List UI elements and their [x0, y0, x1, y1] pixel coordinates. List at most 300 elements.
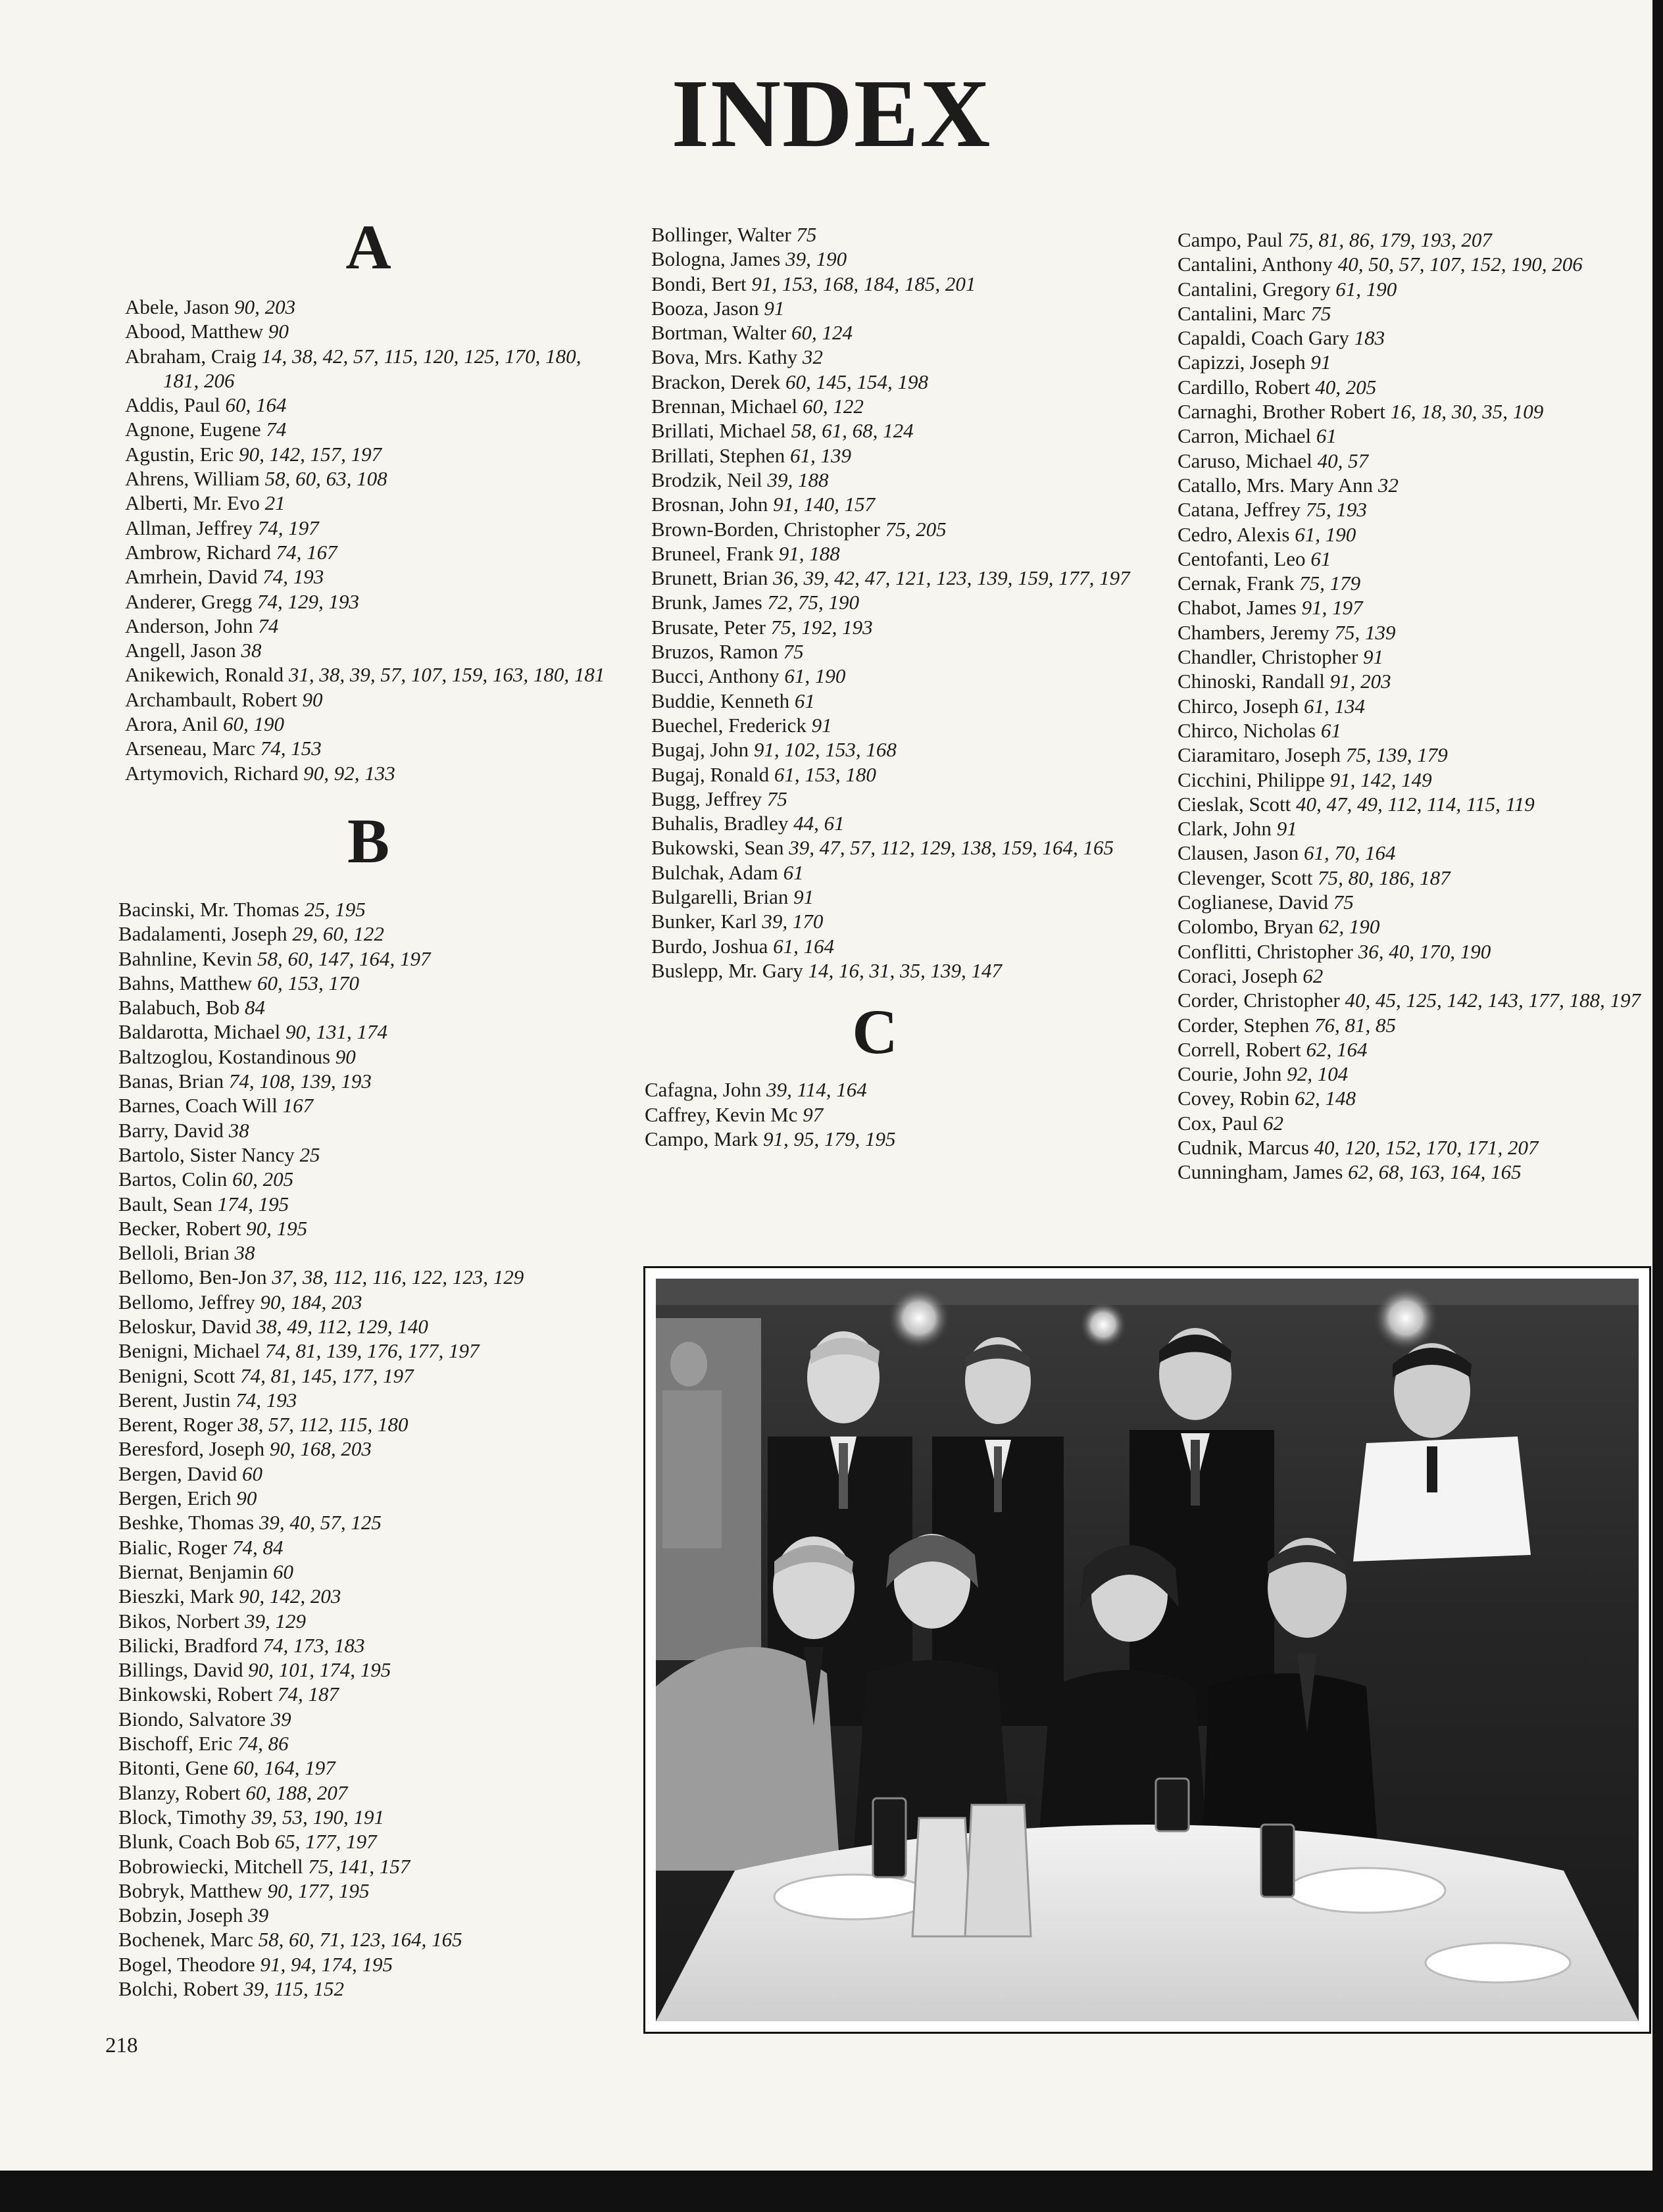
entry-name: Clevenger, Scott — [1178, 866, 1313, 889]
index-entry — [1178, 595, 1650, 620]
entry-name: Corder, Christopher — [1178, 989, 1340, 1012]
index-entry — [1178, 939, 1650, 964]
index-entry — [125, 393, 618, 417]
entry-pages: 39 — [270, 1707, 291, 1731]
index-entry — [125, 638, 618, 662]
entry-name: Bischoff, Eric — [118, 1732, 233, 1756]
entry-name: Bucci, Anthony — [651, 664, 780, 688]
index-entry — [651, 370, 1151, 394]
entry-pages: 74, 197 — [257, 516, 319, 539]
entry-name: Bova, Mrs. Kathy — [651, 345, 798, 369]
entry-name: Brackon, Derek — [651, 370, 781, 393]
entry-name: Campo, Mark — [645, 1127, 758, 1150]
index-entry — [1178, 914, 1650, 939]
entry-name: Binkowski, Robert — [118, 1683, 273, 1706]
entry-pages: 60, 164, 197 — [233, 1756, 335, 1780]
entry-pages: 92, 104 — [1287, 1062, 1349, 1086]
entry-name: Abele, Jason — [125, 295, 230, 318]
index-entry — [118, 1069, 618, 1093]
entry-pages: 75 — [1310, 301, 1331, 325]
index-entry — [1178, 792, 1650, 816]
index-entry — [1178, 424, 1650, 448]
group-photo-frame — [643, 1266, 1651, 2034]
entry-pages: 90, 195 — [246, 1216, 308, 1240]
entry-name: Clark, John — [1178, 817, 1272, 841]
entry-pages: 61 — [1316, 424, 1337, 448]
entry-name: Arseneau, Marc — [125, 737, 255, 760]
entry-pages: 62 — [1303, 964, 1324, 987]
index-entry — [118, 1535, 618, 1560]
index-entry — [1178, 497, 1650, 522]
index-entry — [651, 934, 1151, 958]
index-entry — [1178, 228, 1650, 252]
entry-pages: 74 — [258, 614, 279, 637]
entry-name: Biondo, Salvatore — [118, 1707, 266, 1731]
entry-pages: 74, 153 — [260, 737, 322, 760]
entry-name: Burdo, Joshua — [651, 934, 768, 958]
entry-name: Bahns, Matthew — [118, 971, 253, 995]
entry-pages: 74, 84 — [232, 1535, 284, 1559]
entry-pages: 61, 153, 180 — [774, 762, 876, 786]
entry-name: Barnes, Coach Will — [118, 1094, 278, 1118]
index-entry — [118, 1167, 618, 1191]
index-entry — [118, 1756, 618, 1780]
index-entry — [1178, 988, 1650, 1012]
entry-name: Brunett, Brian — [651, 566, 768, 590]
entry-name: Bacinski, Mr. Thomas — [118, 897, 299, 921]
entry-pages: 16, 18, 30, 35, 109 — [1390, 400, 1544, 424]
index-entry — [651, 762, 1151, 787]
entry-pages: 90, 177, 195 — [267, 1879, 370, 1902]
index-entry — [125, 614, 618, 638]
index-entry — [645, 1102, 1151, 1127]
index-entry — [125, 761, 618, 785]
index-entry — [651, 247, 1151, 271]
entry-pages: 61 — [794, 689, 815, 712]
entry-pages: 25 — [299, 1143, 320, 1166]
index-entry — [118, 1977, 618, 2001]
entry-name: Cantalini, Anthony — [1178, 253, 1333, 276]
entry-name: Campo, Paul — [1178, 228, 1283, 251]
entry-pages: 39, 40, 57, 125 — [259, 1511, 382, 1535]
entry-name: Centofanti, Leo — [1178, 547, 1306, 570]
index-entry — [651, 320, 1151, 345]
index-entry — [1178, 326, 1650, 350]
entry-name: Courie, John — [1178, 1062, 1282, 1086]
index-entry — [118, 1781, 618, 1805]
index-entry — [118, 1658, 618, 1682]
index-entry — [125, 736, 618, 760]
entry-name: Brunk, James — [651, 591, 762, 614]
entry-pages: 38 — [228, 1118, 249, 1142]
entry-name: Brillati, Michael — [651, 419, 786, 443]
entry-name: Cantalini, Marc — [1178, 301, 1306, 325]
entry-pages: 90, 131, 174 — [285, 1020, 387, 1044]
entry-name: Artymovich, Richard — [125, 761, 299, 785]
entry-name: Benigni, Michael — [118, 1339, 261, 1363]
index-entry — [125, 319, 618, 343]
entry-pages: 75, 141, 157 — [308, 1854, 410, 1878]
entry-name: Chandler, Christopher — [1178, 645, 1358, 669]
entry-name: Bologna, James — [651, 247, 781, 271]
entry-name: Bukowski, Sean — [651, 836, 784, 860]
index-entry — [651, 713, 1151, 737]
entry-pages: 39, 170 — [762, 910, 824, 933]
index-entry — [118, 1241, 618, 1265]
entry-pages: 75 — [796, 223, 817, 246]
entry-pages: 84 — [245, 996, 265, 1020]
index-entry — [1178, 866, 1650, 890]
entry-pages: 31, 38, 39, 57, 107, 159, 163, 180, 181 — [288, 663, 605, 687]
entry-pages: 32 — [1378, 473, 1399, 497]
index-entry — [125, 662, 618, 687]
entry-name: Chirco, Nicholas — [1178, 718, 1316, 742]
page-edge-right — [1652, 0, 1663, 2212]
index-entry — [1178, 1111, 1650, 1135]
entry-pages: 91, 203 — [1329, 670, 1391, 693]
index-entry — [651, 835, 1151, 860]
entry-name: Blanzy, Robert — [118, 1781, 241, 1804]
index-list-b — [118, 897, 618, 2001]
entry-name: Bollinger, Walter — [651, 223, 791, 246]
entry-name: Carron, Michael — [1178, 424, 1312, 448]
index-entry — [1178, 277, 1650, 301]
entry-pages: 91, 94, 174, 195 — [260, 1952, 393, 1976]
entry-pages: 62 — [1263, 1111, 1284, 1135]
entry-name: Baldarotta, Michael — [118, 1020, 281, 1044]
entry-name: Catallo, Mrs. Mary Ann — [1178, 473, 1374, 497]
entry-name: Anderson, John — [125, 614, 253, 637]
index-entry — [1178, 473, 1650, 497]
entry-pages: 74, 187 — [277, 1683, 339, 1706]
entry-name: Bialic, Roger — [118, 1535, 228, 1559]
entry-pages: 38 — [241, 639, 262, 662]
entry-pages: 14, 38, 42, 57, 115, 120, 125, 170, 180, 181, 206 — [163, 344, 582, 392]
index-entry — [651, 885, 1151, 909]
index-list-b-continued — [651, 222, 1151, 983]
index-entry — [118, 1388, 618, 1412]
index-entry — [118, 1682, 618, 1706]
entry-pages: 74, 86 — [237, 1732, 289, 1756]
entry-pages: 36, 40, 170, 190 — [1358, 939, 1491, 963]
index-entry — [118, 1437, 618, 1461]
entry-name: Cieslak, Scott — [1178, 792, 1291, 816]
index-entry — [118, 995, 618, 1020]
entry-name: Anderer, Gregg — [125, 589, 253, 613]
index-entry — [118, 1560, 618, 1584]
index-entry — [1178, 522, 1650, 547]
entry-pages: 61, 190 — [1295, 522, 1356, 546]
entry-name: Bartolo, Sister Nancy — [118, 1143, 295, 1166]
entry-pages: 75, 139 — [1334, 620, 1396, 644]
entry-pages: 91 — [1363, 645, 1384, 669]
entry-name: Berent, Justin — [118, 1388, 231, 1412]
entry-name: Ciaramitaro, Joseph — [1178, 743, 1341, 767]
index-entry — [118, 971, 618, 995]
index-entry — [118, 1854, 618, 1879]
entry-name: Buddie, Kenneth — [651, 689, 790, 712]
index-entry — [1178, 620, 1650, 645]
entry-name: Coraci, Joseph — [1178, 964, 1298, 987]
entry-pages: 91, 102, 153, 168 — [753, 738, 897, 762]
entry-pages: 40, 50, 57, 107, 152, 190, 206 — [1337, 253, 1583, 276]
index-entry — [651, 958, 1151, 983]
index-entry — [125, 516, 618, 540]
entry-name: Bogel, Theodore — [118, 1952, 255, 1976]
entry-pages: 58, 61, 68, 124 — [791, 419, 914, 443]
entry-name: Booza, Jason — [651, 296, 759, 320]
entry-name: Bobryk, Matthew — [118, 1879, 262, 1902]
entry-pages: 90, 142, 203 — [239, 1585, 341, 1608]
entry-name: Amrhein, David — [125, 565, 258, 589]
entry-pages: 62, 164 — [1306, 1037, 1368, 1061]
entry-name: Cantalini, Gregory — [1178, 277, 1331, 301]
entry-pages: 61, 190 — [1335, 277, 1397, 301]
index-entry — [1178, 301, 1650, 326]
entry-pages: 61, 134 — [1304, 694, 1366, 718]
index-entry — [118, 1290, 618, 1314]
entry-pages: 61 — [1310, 547, 1331, 570]
entry-name: Baltzoglou, Kostandinous — [118, 1045, 331, 1068]
entry-name: Carnaghi, Brother Robert — [1178, 400, 1385, 424]
index-entry — [645, 1077, 1151, 1102]
index-entry — [118, 1314, 618, 1339]
entry-name: Cernak, Frank — [1178, 572, 1295, 595]
entry-pages: 37, 38, 112, 116, 122, 123, 129 — [272, 1266, 524, 1289]
index-entry — [1178, 547, 1650, 571]
index-entry — [118, 1952, 618, 1977]
index-entry — [651, 296, 1151, 320]
entry-name: Berent, Roger — [118, 1413, 233, 1437]
index-entry — [125, 417, 618, 441]
entry-name: Agnone, Eugene — [125, 418, 261, 441]
entry-name: Bieszki, Mark — [118, 1585, 234, 1608]
index-entry — [651, 394, 1151, 418]
index-entry — [1178, 890, 1650, 914]
entry-pages: 90, 92, 133 — [303, 761, 395, 785]
entry-pages: 44, 61 — [793, 812, 845, 835]
entry-name: Chambers, Jeremy — [1178, 620, 1329, 644]
entry-name: Chinoski, Randall — [1178, 670, 1325, 693]
entry-name: Bobrowiecki, Mitchell — [118, 1854, 303, 1878]
entry-name: Beloskur, David — [118, 1314, 251, 1338]
entry-pages: 61, 70, 164 — [1304, 841, 1396, 865]
entry-name: Brennan, Michael — [651, 395, 798, 418]
index-entry — [1178, 1086, 1650, 1110]
entry-name: Bergen, Erich — [118, 1487, 232, 1510]
entry-name: Billings, David — [118, 1658, 243, 1682]
index-entry — [1178, 669, 1650, 693]
entry-pages: 61 — [783, 860, 804, 884]
index-entry — [1178, 399, 1650, 424]
entry-name: Becker, Robert — [118, 1216, 241, 1240]
index-entry — [118, 1633, 618, 1658]
entry-name: Bikos, Norbert — [118, 1609, 240, 1633]
entry-name: Brosnan, John — [651, 493, 768, 516]
entry-pages: 91, 142, 149 — [1329, 768, 1432, 791]
entry-name: Angell, Jason — [125, 639, 236, 662]
entry-pages: 75, 205 — [885, 517, 947, 541]
entry-pages: 76, 81, 85 — [1314, 1013, 1396, 1037]
index-entry — [1178, 1013, 1650, 1037]
index-entry — [118, 1093, 618, 1118]
entry-pages: 38, 57, 112, 115, 180 — [237, 1413, 409, 1437]
entry-name: Caffrey, Kevin Mc — [645, 1102, 798, 1126]
entry-name: Block, Timothy — [118, 1805, 247, 1829]
entry-pages: 183 — [1354, 326, 1385, 350]
index-entry — [651, 811, 1151, 835]
entry-name: Allman, Jeffrey — [125, 516, 253, 539]
entry-pages: 39 — [248, 1904, 269, 1927]
entry-pages: 39, 129 — [245, 1609, 307, 1633]
index-entry — [1178, 375, 1650, 399]
entry-name: Barry, David — [118, 1118, 224, 1142]
index-entry — [1178, 1135, 1650, 1160]
entry-name: Addis, Paul — [125, 393, 220, 417]
entry-pages: 61 — [1320, 718, 1341, 742]
entry-pages: 39, 114, 164 — [766, 1078, 867, 1102]
entry-pages: 91 — [811, 713, 832, 737]
index-entry — [1178, 449, 1650, 473]
index-entry — [651, 443, 1151, 468]
entry-name: Brillati, Stephen — [651, 443, 785, 467]
entry-pages: 167 — [282, 1094, 314, 1118]
index-column-3 — [1178, 228, 1650, 1185]
index-entry — [1178, 1160, 1650, 1184]
entry-pages: 75 — [766, 787, 787, 810]
entry-name: Badalamenti, Joseph — [118, 922, 287, 946]
index-entry — [651, 639, 1151, 664]
index-column-2 — [645, 222, 1151, 1151]
entry-name: Anikewich, Ronald — [125, 663, 284, 687]
entry-name: Bruneel, Frank — [651, 541, 774, 565]
entry-pages: 75, 81, 86, 179, 193, 207 — [1287, 228, 1492, 251]
entry-pages: 40, 205 — [1315, 375, 1377, 399]
entry-pages: 74, 81, 145, 177, 197 — [240, 1364, 414, 1387]
index-entry — [1178, 694, 1650, 718]
index-entry — [118, 897, 618, 922]
entry-pages: 74, 193 — [236, 1388, 297, 1412]
entry-name: Capizzi, Joseph — [1178, 351, 1306, 374]
entry-pages: 40, 120, 152, 170, 171, 207 — [1314, 1135, 1539, 1159]
entry-pages: 90 — [236, 1487, 257, 1510]
entry-name: Bellomo, Ben-Jon — [118, 1266, 267, 1289]
entry-name: Bahnline, Kevin — [118, 946, 253, 970]
entry-name: Bochenek, Marc — [118, 1928, 253, 1952]
entry-name: Cunningham, James — [1178, 1160, 1343, 1184]
index-entry — [125, 295, 618, 319]
index-entry — [1178, 571, 1650, 595]
entry-pages: 74, 129, 193 — [257, 589, 360, 613]
entry-pages: 58, 60, 147, 164, 197 — [257, 946, 431, 970]
index-entry — [1178, 718, 1650, 743]
section-letter-a: A — [345, 212, 391, 282]
entry-pages: 60, 153, 170 — [257, 971, 359, 995]
index-entry — [1178, 350, 1650, 374]
entry-name: Bergen, David — [118, 1462, 237, 1485]
index-entry — [1178, 645, 1650, 669]
entry-name: Bellomo, Jeffrey — [118, 1290, 255, 1314]
index-entry — [118, 1486, 618, 1510]
entry-pages: 39, 188 — [767, 468, 829, 491]
entry-pages: 75 — [1333, 891, 1354, 914]
index-list-c-continued — [1178, 228, 1650, 1185]
entry-name: Bault, Sean — [118, 1192, 212, 1216]
entry-pages: 90, 203 — [234, 295, 296, 318]
page-title: INDEX — [671, 60, 992, 168]
entry-name: Capaldi, Coach Gary — [1178, 326, 1349, 350]
entry-pages: 60, 190 — [222, 712, 284, 736]
index-entry — [125, 564, 618, 589]
entry-pages: 58, 60, 63, 108 — [264, 467, 387, 491]
entry-pages: 39, 47, 57, 112, 129, 138, 159, 164, 165 — [789, 836, 1114, 860]
entry-pages: 60, 164 — [225, 393, 287, 417]
entry-name: Buechel, Frederick — [651, 713, 807, 737]
entry-name: Brusate, Peter — [651, 615, 766, 639]
entry-pages: 60, 124 — [791, 321, 853, 345]
index-entry — [118, 1192, 618, 1216]
entry-pages: 60, 145, 154, 198 — [785, 370, 928, 393]
entry-pages: 75 — [783, 640, 804, 664]
entry-name: Caruso, Michael — [1178, 449, 1312, 472]
entry-name: Abraham, Craig — [125, 344, 257, 368]
entry-pages: 32 — [802, 345, 823, 369]
index-entry — [118, 1118, 618, 1143]
entry-pages: 74, 173, 183 — [262, 1633, 365, 1657]
index-entry — [118, 1510, 618, 1535]
index-entry — [651, 418, 1151, 443]
entry-pages: 174, 195 — [217, 1192, 289, 1216]
entry-pages: 39, 190 — [785, 247, 847, 271]
index-entry — [651, 272, 1151, 296]
index-entry — [1178, 1062, 1650, 1086]
entry-name: Biernat, Benjamin — [118, 1560, 268, 1583]
index-entry — [118, 1216, 618, 1241]
entry-name: Chirco, Joseph — [1178, 694, 1299, 718]
index-entry — [1178, 768, 1650, 792]
index-entry — [118, 946, 618, 971]
entry-name: Bugaj, John — [651, 738, 749, 762]
entry-name: Archambault, Robert — [125, 687, 297, 711]
index-entry — [125, 442, 618, 466]
index-list-a — [125, 295, 618, 785]
index-entry — [118, 1045, 618, 1069]
entry-pages: 75, 80, 186, 187 — [1318, 866, 1451, 889]
index-entry — [651, 737, 1151, 762]
index-entry — [118, 1805, 618, 1829]
entry-pages: 90, 101, 174, 195 — [248, 1658, 391, 1682]
index-entry — [118, 1927, 618, 1952]
entry-pages: 91, 197 — [1301, 596, 1363, 620]
index-entry — [651, 517, 1151, 541]
entry-name: Cafagna, John — [645, 1078, 762, 1102]
entry-pages: 25, 195 — [304, 897, 366, 921]
entry-pages: 90, 142, 157, 197 — [239, 442, 382, 466]
index-entry — [1178, 1037, 1650, 1062]
entry-name: Bolchi, Robert — [118, 1977, 239, 2000]
index-entry — [118, 1731, 618, 1756]
entry-name: Beresford, Joseph — [118, 1437, 265, 1461]
entry-pages: 40, 57 — [1317, 449, 1369, 472]
index-column-1 — [118, 212, 618, 2001]
entry-pages: 91, 95, 179, 195 — [762, 1127, 896, 1150]
index-entry — [645, 1127, 1151, 1151]
section-letter-b: B — [347, 805, 390, 876]
entry-name: Brown-Borden, Christopher — [651, 517, 880, 541]
entry-name: Bartos, Colin — [118, 1167, 228, 1191]
entry-name: Cicchini, Philippe — [1178, 768, 1325, 791]
index-entry — [651, 492, 1151, 516]
